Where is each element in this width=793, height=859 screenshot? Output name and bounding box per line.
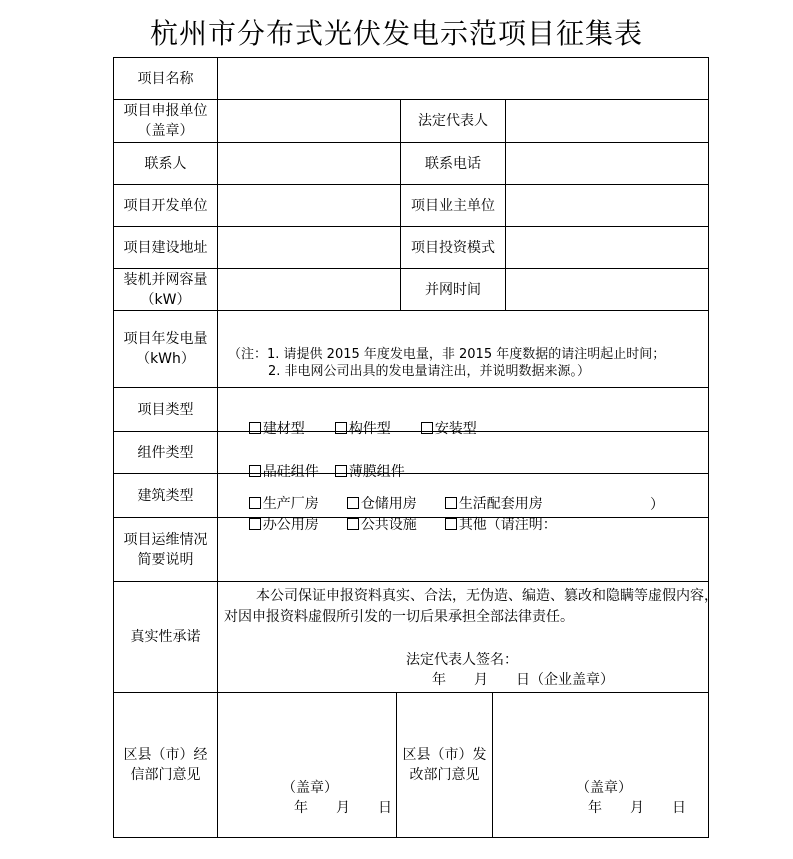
legal-rep-field[interactable]	[506, 100, 708, 142]
annual-generation-note-1: （注：1. 请提供 2015 年度发电量，非 2015 年度数据的请注明起止时间；	[228, 347, 666, 362]
invest-mode-label: 项目投资模式	[411, 239, 495, 256]
application-form-table	[113, 57, 718, 838]
district-dev-label-line2: 改部门意见	[409, 767, 480, 783]
capacity-label-line2: （kW）	[140, 291, 191, 308]
option-label: 公共设施	[360, 517, 417, 533]
district-econ-date: 年 月 日	[294, 800, 392, 816]
owner-label: 项目业主单位	[411, 197, 495, 214]
district-dev-label-line1: 区县（市）发	[402, 747, 487, 763]
option-label: 生活配套用房	[458, 496, 543, 512]
annual-generation-label-line2: （kWh）	[136, 351, 195, 367]
applicant-unit-label-line2: （盖章）	[137, 123, 194, 139]
om-label-line1: 项目运维情况	[123, 531, 208, 548]
checkbox[interactable]	[335, 422, 347, 434]
commitment-line-2: 对因申报资料虚假所引发的一切后果承担全部法律责任。	[224, 609, 574, 625]
om-label-line2: 简要说明	[137, 551, 194, 568]
contact-label: 联系人	[144, 155, 187, 172]
district-dev-label	[397, 693, 492, 837]
page-title: 杭州市分布式光伏发电示范项目征集表	[149, 17, 643, 50]
address-field[interactable]	[218, 227, 400, 268]
option-label: 构件型	[348, 421, 391, 437]
om-label	[114, 518, 217, 581]
grid-time-label: 并网时间	[425, 281, 481, 298]
district-dev-date: 年 月 日	[588, 800, 686, 816]
legal-rep-label: 法定代表人	[418, 113, 488, 129]
district-econ-label	[114, 693, 217, 837]
project-type-label: 项目类型	[137, 401, 194, 418]
district-dev-seal: （盖章）	[576, 780, 632, 796]
option-label: 其他（请注明：	[458, 517, 557, 533]
invest-mode-field[interactable]	[506, 227, 708, 268]
applicant-unit-field[interactable]	[218, 100, 400, 142]
project-type-option[interactable]	[249, 419, 305, 439]
applicant-unit-label	[114, 100, 217, 142]
option-label: 建材型	[262, 421, 305, 437]
truth-label: 真实性承诺	[130, 629, 201, 645]
district-econ-label-line2: 信部门意见	[130, 767, 201, 783]
checkbox[interactable]	[249, 422, 261, 434]
option-label: 仓储用房	[360, 496, 417, 512]
applicant-unit-label-line1: 项目申报单位	[123, 103, 208, 119]
capacity-label-line1: 装机并网容量	[123, 271, 208, 288]
option-label: 生产厂房	[262, 496, 319, 512]
project-name-field[interactable]	[218, 58, 708, 99]
project-type-option[interactable]	[421, 419, 477, 439]
legal-rep-signature-label: 法定代表人签名：	[406, 652, 518, 668]
option-label: 安装型	[434, 421, 477, 437]
contact-phone-field[interactable]	[506, 143, 708, 184]
developer-label: 项目开发单位	[123, 197, 208, 214]
contact-phone-label: 联系电话	[425, 155, 481, 172]
capacity-field[interactable]	[218, 269, 400, 310]
building-type-label: 建筑类型	[137, 487, 194, 504]
building-other-close-paren: ）	[650, 497, 664, 513]
module-type-label: 组件类型	[137, 444, 194, 461]
checkbox[interactable]	[421, 422, 433, 434]
annual-generation-label-line1: 项目年发电量	[123, 331, 208, 347]
grid-time-field[interactable]	[506, 269, 708, 310]
project-name-label: 项目名称	[137, 70, 194, 87]
om-field[interactable]	[218, 518, 708, 581]
commitment-date: 年 月 日（企业盖章）	[432, 672, 614, 688]
district-econ-label-line1: 区县（市）经	[123, 747, 208, 763]
option-label: 晶硅组件	[262, 464, 319, 480]
annual-generation-note-2: 2. 非电网公司出具的发电量请注出，并说明数据来源。）	[268, 364, 591, 379]
district-econ-seal: （盖章）	[282, 780, 338, 796]
capacity-label	[114, 269, 217, 310]
address-label: 项目建设地址	[123, 239, 208, 256]
developer-field[interactable]	[218, 185, 400, 226]
project-type-option[interactable]	[335, 419, 391, 439]
option-label: 办公用房	[262, 517, 319, 533]
annual-generation-label	[114, 311, 217, 387]
option-label: 薄膜组件	[348, 464, 405, 480]
owner-field[interactable]	[506, 185, 708, 226]
commitment-line-1: 本公司保证申报资料真实、合法，无伪造、编造、篡改和隐瞒等虚假内容，	[256, 588, 718, 604]
contact-field[interactable]	[218, 143, 400, 184]
